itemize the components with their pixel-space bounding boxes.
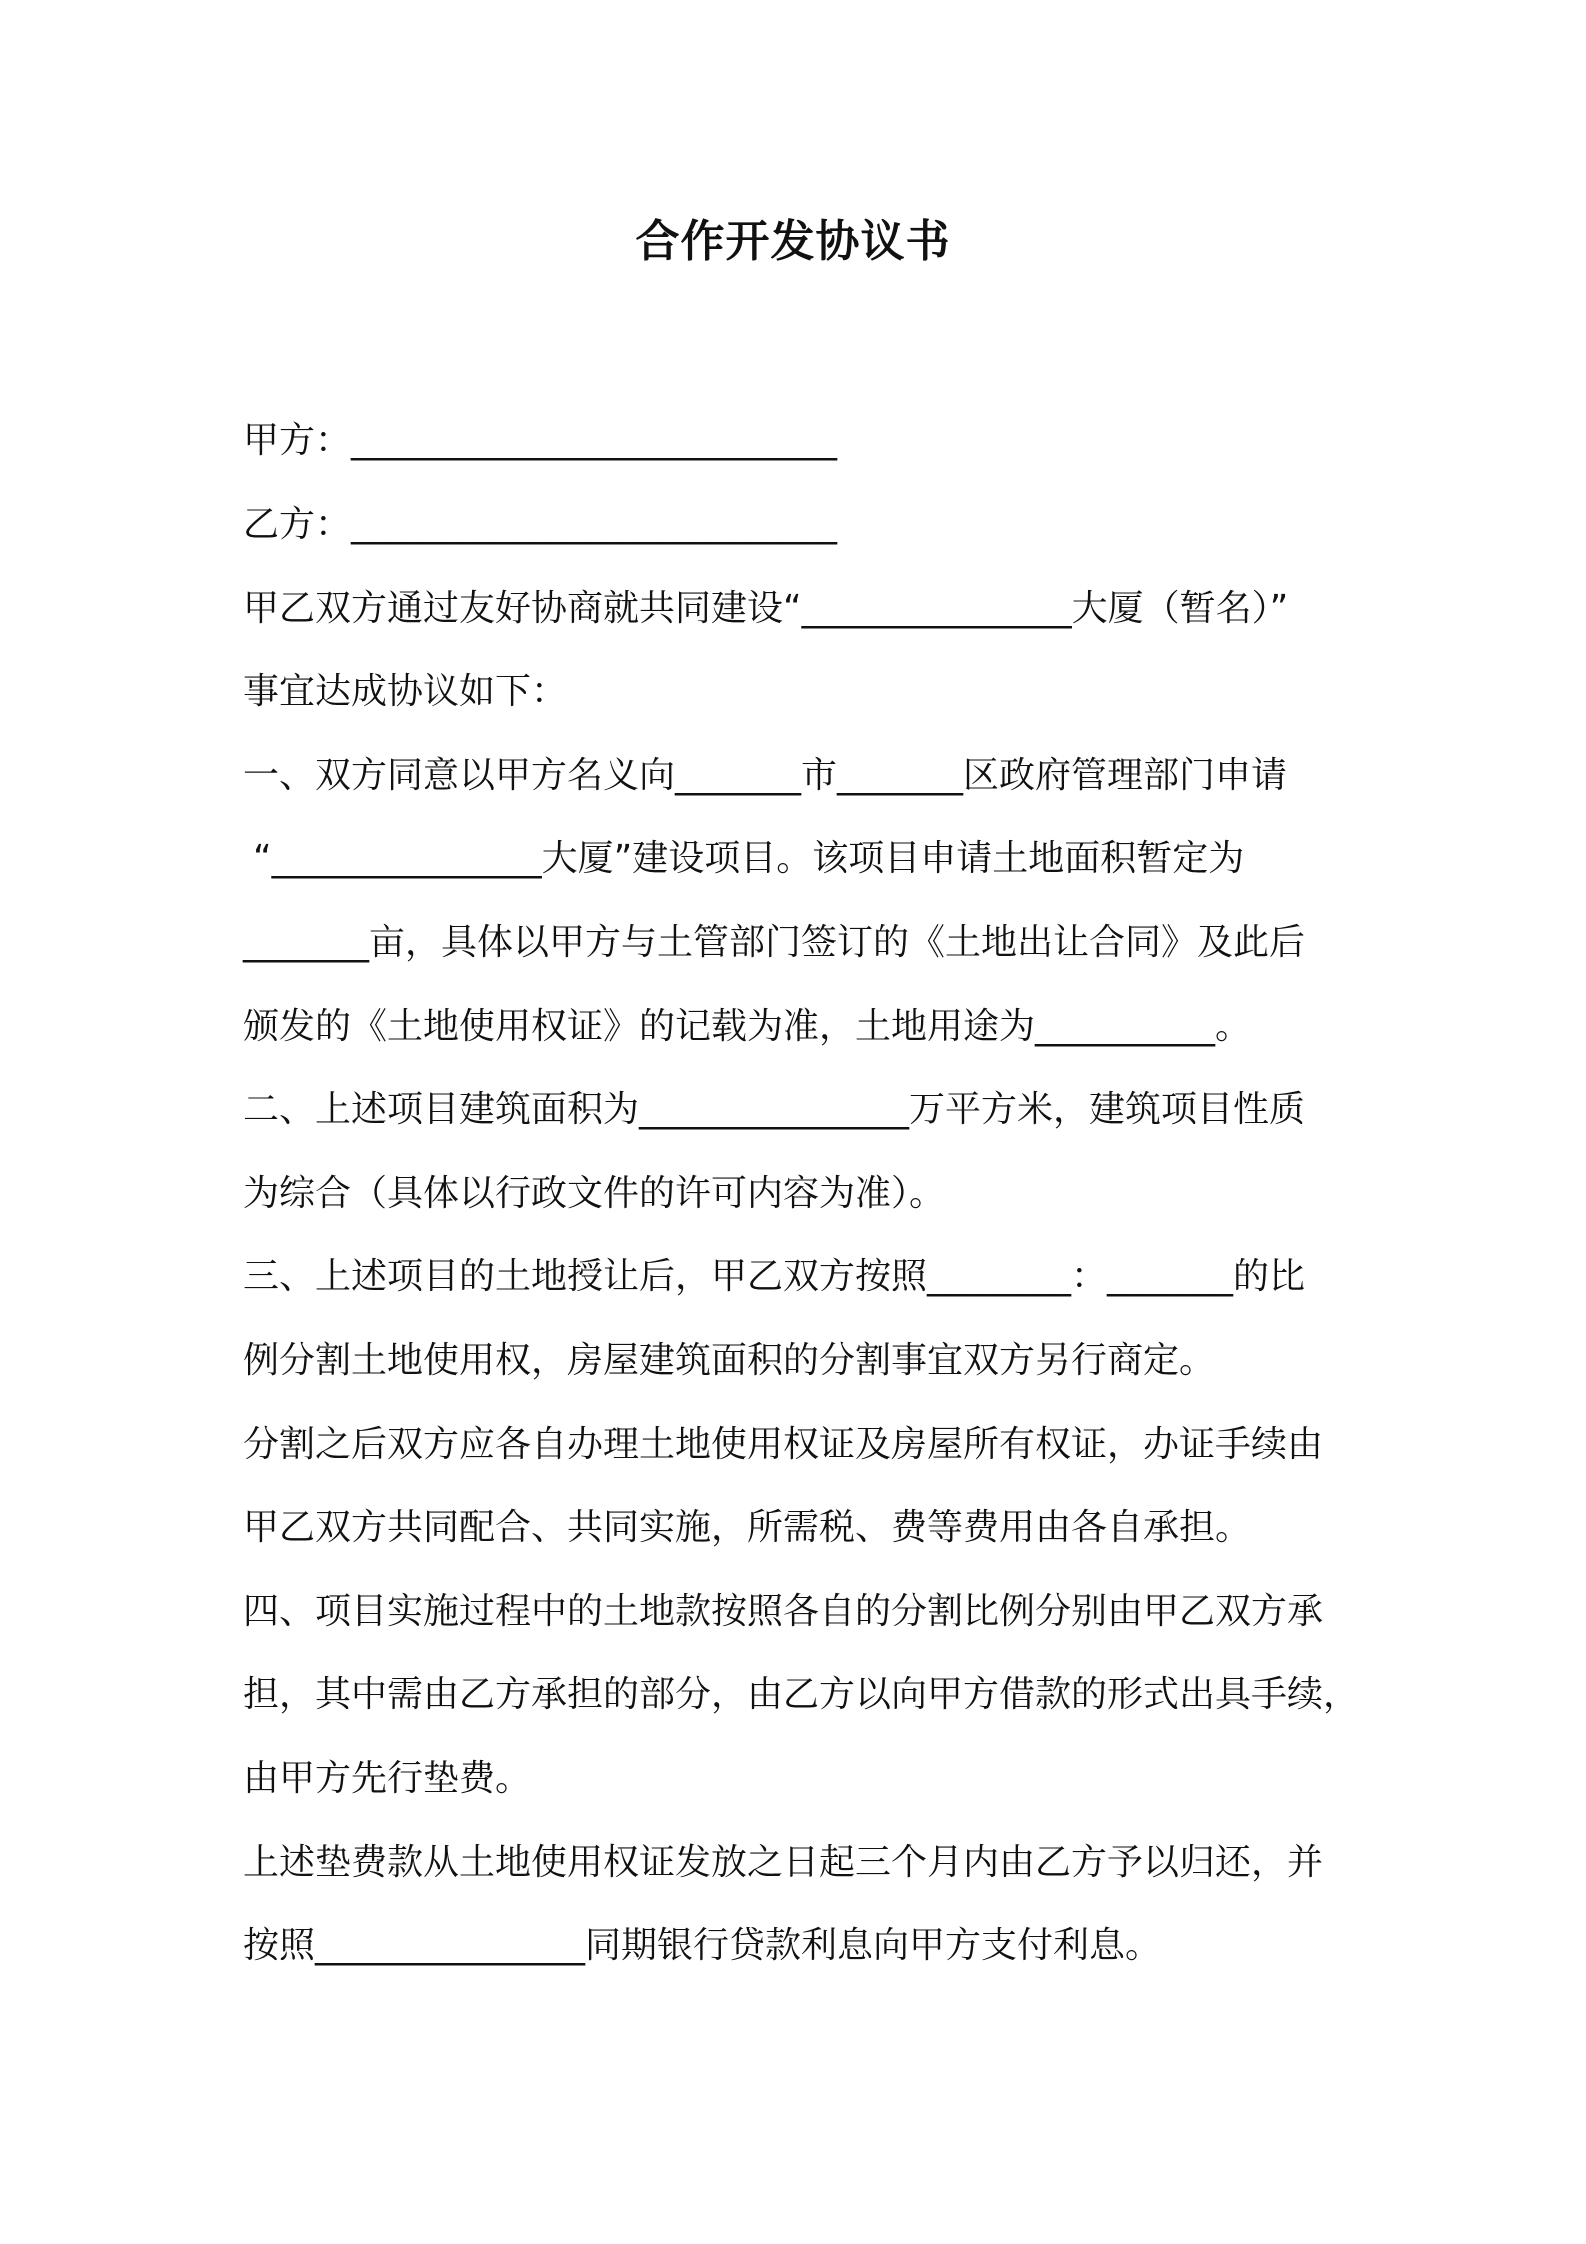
party-b-text: 乙方：___________________________ (243, 504, 838, 545)
intro-text-2: 事宜达成协议如下： (243, 671, 568, 712)
intro-text-1: 甲乙双方通过友好协商就共同建设“_______________大厦（暂名）” (243, 588, 1289, 629)
clause-4-text-3: 由甲方先行垫费。 (243, 1758, 532, 1799)
clause-4-text-2: 担，其中需由乙方承担的部分，由乙方以向甲方借款的形式出具手续， (243, 1674, 1360, 1715)
clause-3-text-4: 甲乙双方共同配合、共同实施，所需税、费等费用由各自承担。 (243, 1507, 1252, 1548)
clause-2-text-2: 为综合（具体以行政文件的许可内容为准）。 (243, 1173, 946, 1214)
clause-1-text-2: “_______________大厦”建设项目。该项目申请土地面积暂定为 (253, 838, 1245, 879)
clause-1-text-4: 颁发的《土地使用权证》的记载为准，土地用途为__________。 (243, 1006, 1252, 1047)
clause-4-text-4: 上述垫费款从土地使用权证发放之日起三个月内由乙方予以归还，并 (243, 1842, 1324, 1883)
clause-4-text-5: 按照_______________同期银行贷款利息向甲方支付利息。 (243, 1925, 1162, 1966)
clause-3-text-2: 例分割土地使用权，房屋建筑面积的分割事宜双方另行商定。 (243, 1340, 1216, 1381)
clause-1-text-1: 一、双方同意以甲方名义向_______市_______区政府管理部门申请 (243, 755, 1288, 796)
clause-1-text-3: _______亩，具体以甲方与土管部门签订的《土地出让合同》及此后 (243, 922, 1306, 963)
clause-3-text-3: 分割之后双方应各自办理土地使用权证及房屋所有权证，办证手续由 (243, 1424, 1324, 1465)
clause-2-text-1: 二、上述项目建筑面积为_______________万平方米，建筑项目性质 (243, 1089, 1306, 1130)
clause-4-text-1: 四、项目实施过程中的土地款按照各自的分割比例分别由甲乙双方承 (243, 1591, 1324, 1632)
clause-3-text-1: 三、上述项目的土地授让后，甲乙双方按照________：_______的比 (243, 1256, 1306, 1297)
document-title: 合作开发协议书 (635, 216, 951, 267)
party-a-text: 甲方：___________________________ (243, 420, 838, 461)
